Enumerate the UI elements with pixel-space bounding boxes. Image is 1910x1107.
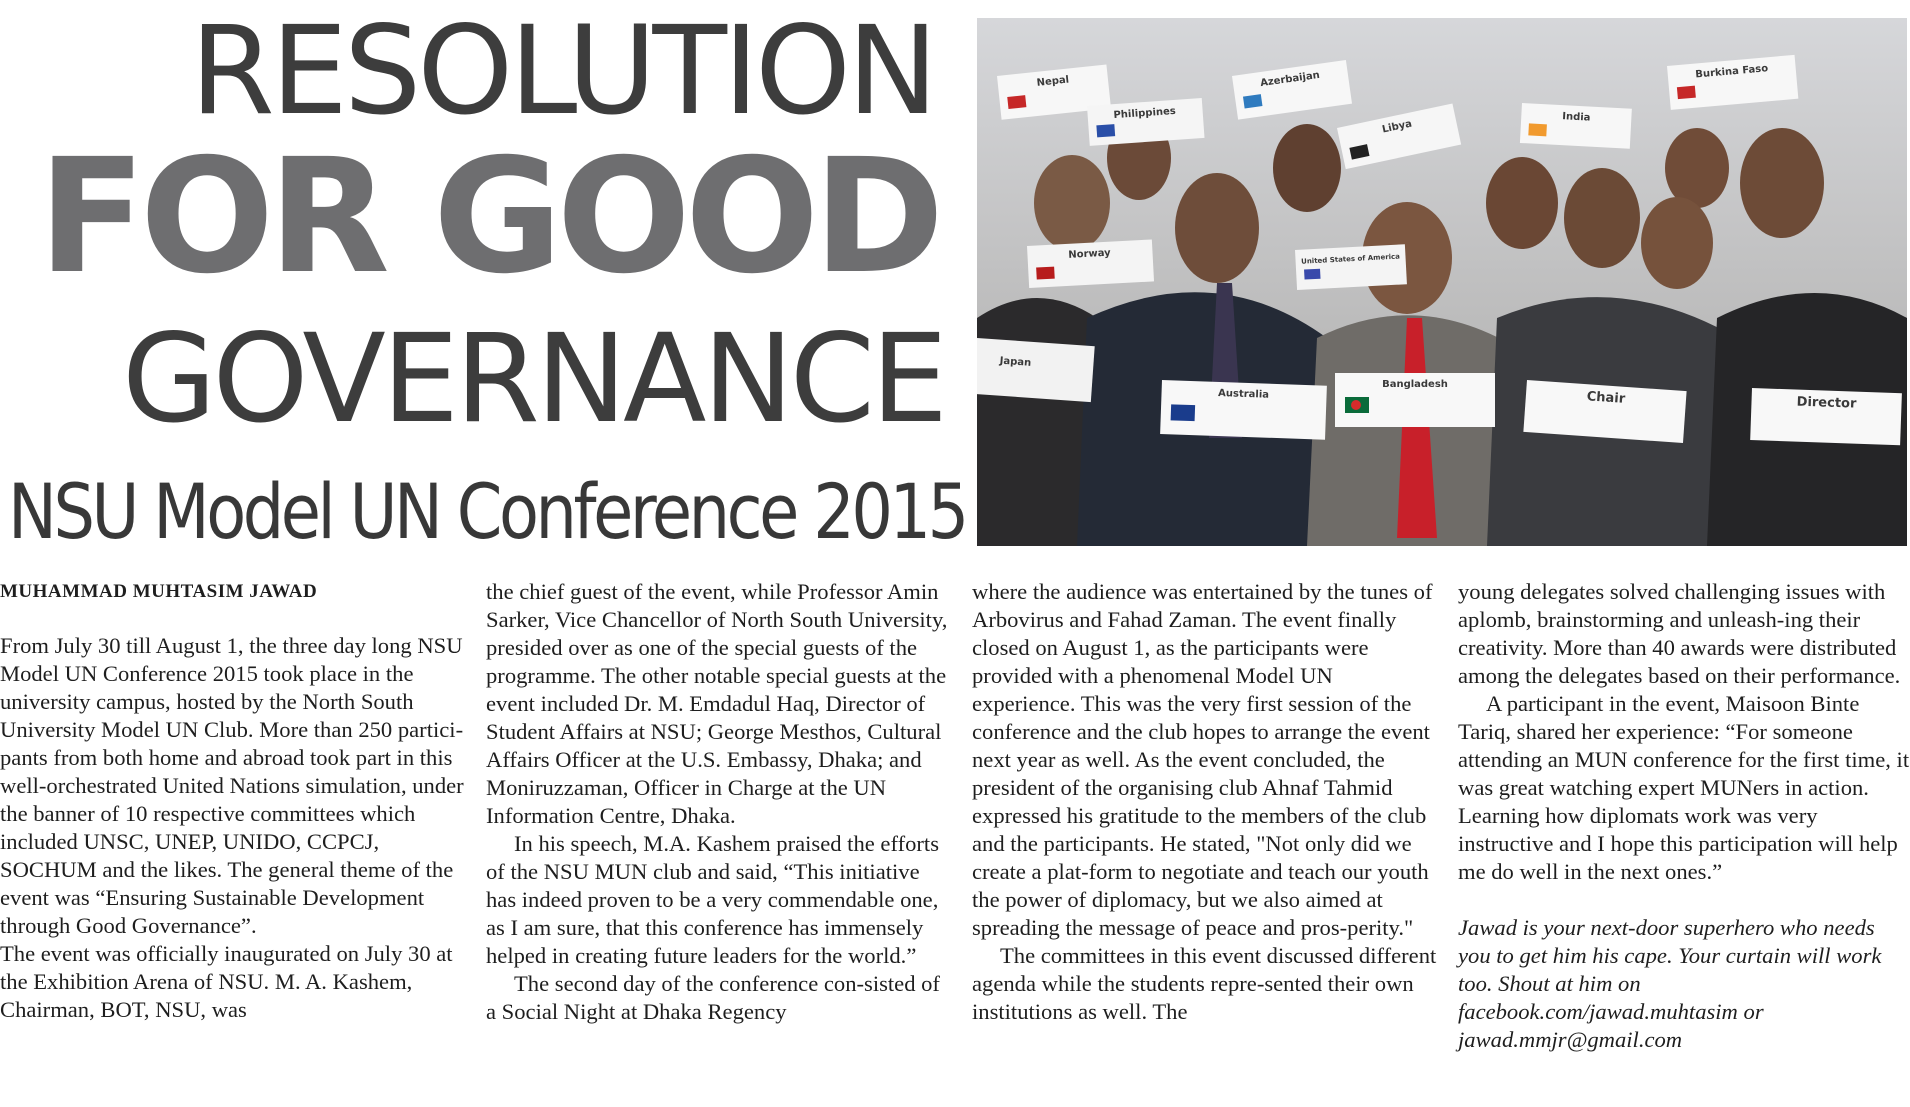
placard-label: Chair: [1586, 389, 1626, 407]
placard-label: Libya: [1381, 118, 1414, 136]
article-paragraph: The event was officially inaugurated on July 30 at the Exhibition Arena of NSU. M. A. Kashem, Chairman, BOT, NSU, was: [0, 941, 453, 1022]
placard-label: Norway: [1068, 247, 1111, 261]
article-column-4: [1458, 578, 1910, 1054]
placard-label: Burkina Faso: [1694, 63, 1769, 81]
subtitle: NSU Model UN Conference 2015: [8, 467, 966, 556]
placard: [1295, 244, 1407, 290]
placard: [1523, 380, 1686, 443]
placard: [1335, 373, 1495, 427]
headline-line-2: FOR GOOD: [38, 125, 939, 309]
placard-label: Director: [1796, 394, 1857, 412]
placard: [1750, 388, 1902, 445]
article-column-3: [972, 578, 1437, 1026]
article-paragraph: A participant in the event, Maisoon Binte Tariq, shared her experience: “For someone attending an MUN conference for the first time, it was great watching expert MUNers in action. Learning how diplomats work was very instructive and I hope this participation will help me do well in the next ones.”: [1458, 691, 1910, 884]
placard-label: United States of America: [1300, 252, 1401, 266]
placard-label: Philippines: [1113, 105, 1177, 122]
article-paragraph: The committees in this event discussed different agenda while the students repre-sented their own institutions as well. The: [972, 943, 1437, 1024]
article-paragraph: In his speech, M.A. Kashem praised the efforts of the NSU MUN club and said, “This initiative has indeed proven to be a very commendable one, as I am sure, that this conference has immensely helped in creating future leaders for the world.”: [486, 831, 939, 968]
article-column-2: [486, 578, 951, 1026]
placard-label: Bangladesh: [1382, 379, 1448, 390]
headline-line-1: RESOLUTION: [190, 0, 935, 142]
placard: [1160, 380, 1327, 440]
article-paragraph: the chief guest of the event, while Professor Amin Sarker, Vice Chancellor of North South University, presided over as one of the special guests of the programme. The other notable special guests at the event included Dr. M. Emdadul Haq, Director of Student Affairs at NSU; George Mesthos, Cultural Affairs Officer at the U.S. Embassy, Dhaka; and Moniruzzaman, Officer in Charge at the UN Information Centre, Dhaka.: [486, 579, 948, 828]
byline: MUHAMMAD MUHTASIM JAWAD: [0, 581, 318, 602]
placard-label: Australia: [1217, 387, 1270, 401]
article-paragraph: young delegates solved challenging issues with aplomb, brainstorming and unleash-ing their creativity. More than 40 awards were distributed among the delegates based on their performance.: [1458, 579, 1901, 688]
placard-label: Japan: [999, 355, 1032, 369]
placard-label: Azerbaijan: [1259, 69, 1321, 90]
placard: [1027, 239, 1154, 287]
author-note: Jawad is your next-door superhero who needs you to get him his cape. Your curtain will work too. Shout at him on facebook.com/jawad.muhtasim or jawad.mmjr@gmail.com: [1458, 915, 1882, 1052]
headline-line-3: GOVERNANCE: [122, 308, 944, 450]
article-column-1: [0, 578, 465, 1024]
placard: [1520, 103, 1632, 149]
placard: [977, 338, 1095, 402]
article-paragraph: From July 30 till August 1, the three day long NSU Model UN Conference 2015 took place in the university campus, hosted by the North South University Model UN Club. More than 250 partici-pants from both home and abroad took part in this well-orchestrated United Nations simulation, under the banner of 10 respective committees which included UNSC, UNEP, UNIDO, CCPCJ, SOCHUM and the likes. The general theme of the event was “Ensuring Sustainable Development through Good Governance”.: [0, 633, 464, 938]
placard-label: Nepal: [1036, 74, 1070, 89]
placard: [1087, 98, 1205, 146]
group-photo: [977, 18, 1907, 546]
article-paragraph: The second day of the conference con-sisted of a Social Night at Dhaka Regency: [486, 971, 940, 1024]
placard-label: India: [1561, 111, 1591, 124]
article-paragraph: where the audience was entertained by the tunes of Arbovirus and Fahad Zaman. The event finally closed on August 1, as the participants were provided with a phenomenal Model UN experience. This was the very first session of the conference and the club hopes to arrange the event next year as well. As the event concluded, the president of the organising club Ahnaf Tahmid expressed his gratitude to the members of the club and the participants. He stated, "Not only did we create a plat-form to negotiate and teach our youth the power of diplomacy, but we also aimed at spreading the message of peace and pros-perity.": [972, 579, 1433, 940]
